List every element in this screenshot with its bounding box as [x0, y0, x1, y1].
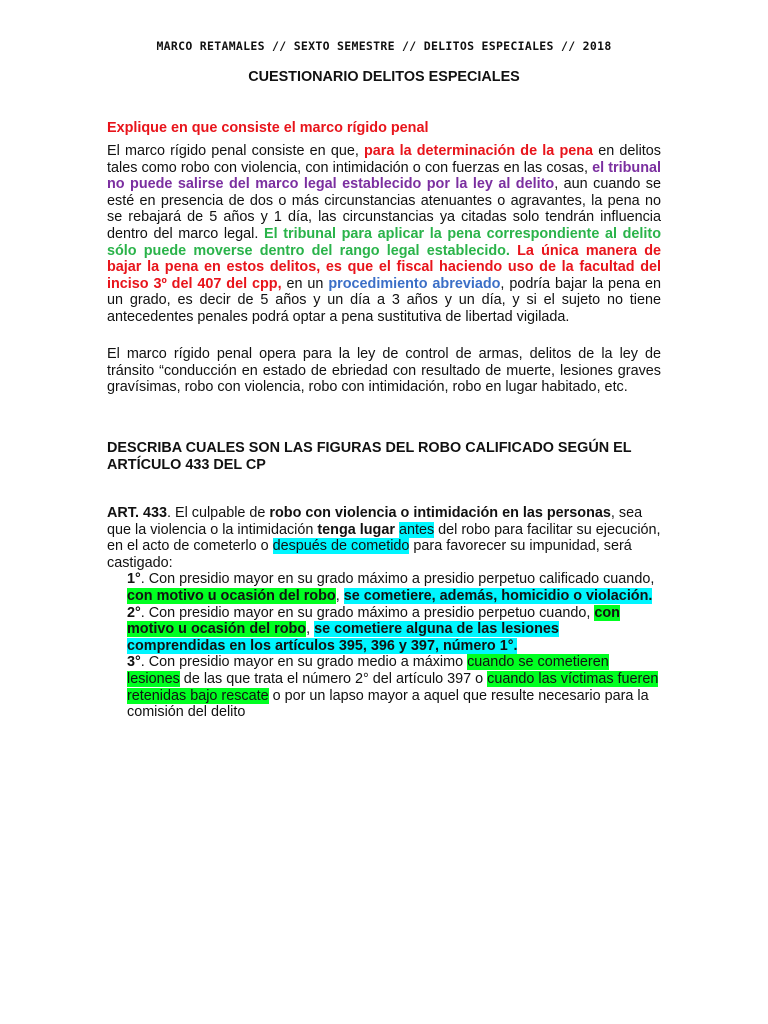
- blue-text-run: procedimiento abreviado: [328, 275, 501, 292]
- article-item-3: [107, 654, 661, 720]
- text-run: ,: [335, 587, 344, 604]
- text-run: de las que trata el número 2° del artículo 397 o: [179, 670, 488, 687]
- green-highlight: con motivo u ocasión del robo: [127, 604, 620, 638]
- purple-text-run: el tribunal no puede salirse del marco legal establecido por la ley al delito: [107, 159, 662, 193]
- green-highlight: cuando se cometieren lesiones: [127, 654, 609, 687]
- article-item-1: [107, 571, 661, 604]
- question-2: DESCRIBA CUALES SON LAS FIGURAS DEL ROBO CALIFICADO SEGÚN EL ARTÍCULO 433 DEL CP: [107, 440, 632, 473]
- article-433: [107, 505, 661, 721]
- text-run: para favorecer su impunidad, será castigado:: [107, 538, 632, 571]
- green-text-run: El tribunal para aplicar la pena correspondiente al delito sólo puede moverse dentro del rango legal establecido: [107, 225, 661, 259]
- text-run: , sea que la violencia o la intimidación: [107, 505, 643, 538]
- text-run: en un: [281, 275, 329, 292]
- cyan-highlight: se cometiere, además, homicidio o violación.: [343, 587, 653, 604]
- cyan-highlight: se cometiere alguna de las lesiones comprendidas en los artículos 395, 396 y 397, número 1°.: [127, 621, 559, 654]
- article-number: ART. 433: [107, 505, 167, 521]
- question-1: Explique en que consiste el marco rígido penal: [107, 120, 429, 136]
- document-title: CUESTIONARIO DELITOS ESPECIALES: [248, 69, 520, 85]
- text-run: o por un lapso mayor a aquel que resulte necesario para la comisión del delito: [127, 687, 649, 721]
- item-number: 3°: [127, 654, 141, 671]
- text-run: , aun cuando se esté en presencia de dos o más circunstancias atenuantes o agravantes, la pena no se rebajará de 5 años y 1 día, las circunstancias ya citadas solo tendrán influencia dentro del marco legal.: [107, 176, 661, 242]
- text-run: en delitos tales como robo con violencia, con intimidación o con fuerzas en las cosas,: [107, 143, 661, 176]
- text-run: ,: [306, 621, 315, 638]
- answer-1-paragraph-2: El marco rígido penal opera para la ley de control de armas, delitos de la ley de tránsito “conducción en estado de ebriedad con resultado de muerte, lesiones graves gravísimas, robo con violencia, robo con intimidación, robo en lugar habitado, etc.: [107, 346, 661, 396]
- text-run: El marco rígido penal consiste en que,: [107, 143, 365, 159]
- cyan-highlight: antes: [398, 521, 435, 538]
- bold-text-run: tenga lugar: [317, 521, 395, 538]
- text-run: del robo para facilitar su ejecución, en el acto de cometerlo o: [107, 521, 661, 555]
- green-highlight: cuando las víctimas fueren retenidas bajo rescate: [127, 670, 659, 704]
- text-run: . Con presidio mayor en su grado máximo a presidio perpetuo calificado cuando,: [140, 571, 655, 588]
- text-run: . Con presidio mayor en su grado medio a máximo: [140, 654, 468, 671]
- answer-1-paragraph: [107, 143, 661, 326]
- text-run: .: [505, 242, 518, 259]
- item-number: 1°: [127, 571, 141, 588]
- item-number: 2°: [127, 604, 141, 621]
- article-item-2: [107, 605, 661, 655]
- red-text-run: para la determinación de la pena: [364, 143, 594, 159]
- page-header: MARCO RETAMALES // SEXTO SEMESTRE // DELITOS ESPECIALES // 2018: [156, 39, 612, 53]
- red-text-run: La única manera de bajar la pena en estos delitos, es que el fiscal haciendo uso de la facultad del inciso 3º del 407 del cpp,: [107, 242, 661, 292]
- text-run: . El culpable de: [167, 505, 270, 521]
- green-highlight: con motivo u ocasión del robo: [127, 587, 336, 604]
- cyan-highlight: después de cometido: [272, 538, 410, 555]
- article-intro: [107, 505, 661, 571]
- text-run: . Con presidio mayor en su grado máximo a presidio perpetuo cuando,: [140, 604, 595, 621]
- text-run: , podría bajar la pena en un grado, es decir de 5 años y un día a 3 años y un día, y si el sujeto no tiene antecedentes penales podrá optar a pena sustitutiva de libertad vigilada.: [107, 275, 661, 325]
- bold-text-run: robo con violencia o intimidación en las personas: [269, 505, 611, 521]
